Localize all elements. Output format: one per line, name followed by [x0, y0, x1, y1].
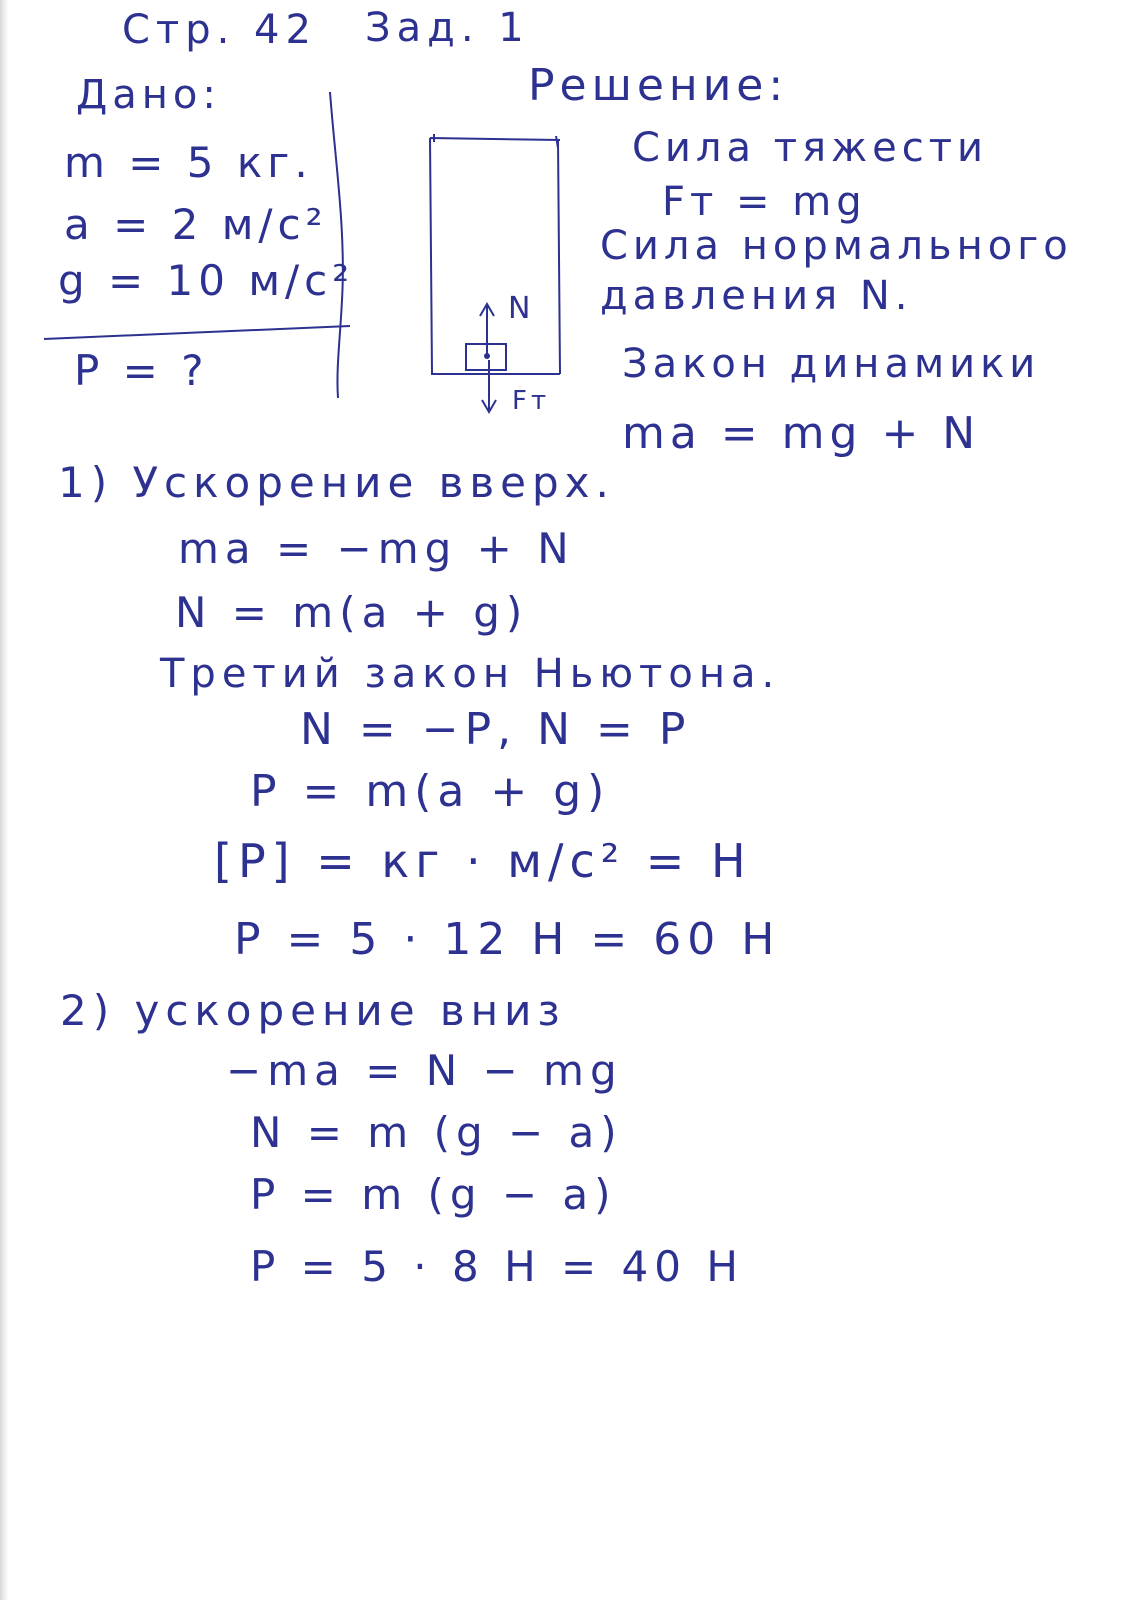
unknown-weight: P = ? — [74, 346, 209, 395]
case-up-title: 1) Ускорение вверх. — [58, 458, 615, 507]
newton-third-law: Третий закон Ньютона. — [160, 651, 781, 697]
diagram-gravity-label: Fт — [512, 386, 551, 416]
case-down-eq3: P = m (g − a) — [250, 1170, 617, 1219]
normal-force-label-2: давления N. — [600, 273, 913, 319]
dynamics-law-label: Закон динамики — [622, 341, 1041, 387]
case-up-result: P = 5 · 12 Н = 60 Н — [234, 914, 781, 965]
given-title: Дано: — [76, 72, 221, 118]
dynamics-law-formula: ma = mg + N — [622, 408, 981, 459]
given-vertical-divider — [330, 92, 343, 398]
given-acceleration: a = 2 м/с² — [64, 200, 328, 249]
elevator-box — [430, 134, 560, 374]
case-up-eq1: ma = −mg + N — [178, 524, 575, 573]
case-down-eq1: −ma = N − mg — [226, 1046, 623, 1095]
given-gravity: g = 10 м/с² — [58, 256, 355, 305]
diagram-normal-label: N — [508, 291, 535, 326]
gravity-force-formula: Fт = mg — [662, 179, 867, 225]
given-mass: m = 5 кг. — [64, 138, 313, 187]
case-down-eq2: N = m (g − a) — [250, 1108, 623, 1157]
case-up-eq2: N = m(a + g) — [175, 588, 529, 637]
case-up-eq4: P = m(a + g) — [250, 766, 611, 817]
task-number: Зад. 1 — [365, 5, 530, 51]
solution-title: Решение: — [528, 60, 789, 111]
gravity-force-label: Сила тяжести — [632, 125, 989, 171]
page-number: Стр. 42 — [122, 7, 317, 53]
case-down-result: P = 5 · 8 Н = 40 Н — [250, 1242, 744, 1291]
case-up-units: [P] = кг · м/с² = Н — [214, 834, 752, 888]
given-horizontal-divider — [44, 326, 350, 339]
normal-force-label-1: Сила нормального — [600, 223, 1073, 269]
case-up-eq3: N = −P, N = P — [300, 704, 692, 755]
case-down-title: 2) ускорение вниз — [60, 986, 566, 1035]
